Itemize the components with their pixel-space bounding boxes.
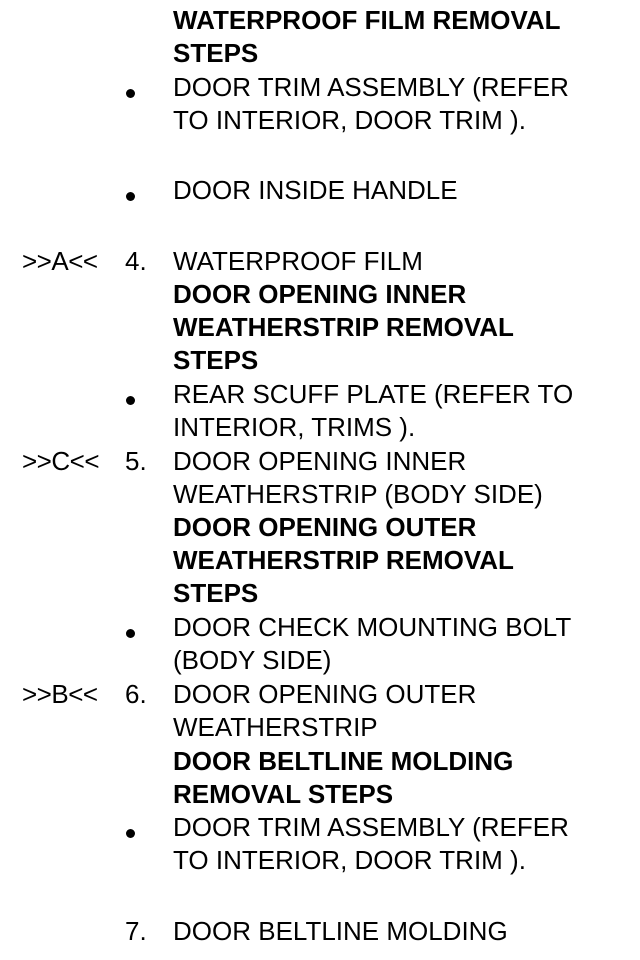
list-item-text: DOOR INSIDE HANDLE [173, 175, 458, 205]
step-text: DOOR OPENING OUTER [173, 679, 477, 709]
step-number: 4. [125, 246, 147, 276]
step-number: 7. [125, 916, 147, 946]
section-heading-outer-weatherstrip: DOOR OPENING OUTER [173, 512, 477, 542]
section-heading-outer-weatherstrip: STEPS [173, 578, 259, 608]
step-marker-b: >>B<< [22, 679, 98, 709]
step-text: DOOR BELTLINE MOLDING [173, 916, 508, 946]
list-item-text: TO INTERIOR, DOOR TRIM ). [173, 105, 526, 135]
list-item-text: INTERIOR, TRIMS ). [173, 412, 416, 442]
section-heading-inner-weatherstrip: WEATHERSTRIP REMOVAL [173, 312, 514, 342]
bullet-icon [126, 396, 135, 405]
bullet-icon [126, 829, 135, 838]
section-heading-beltline-molding: REMOVAL STEPS [173, 779, 394, 809]
list-item-text: (BODY SIDE) [173, 645, 332, 675]
section-heading-outer-weatherstrip: WEATHERSTRIP REMOVAL [173, 545, 514, 575]
list-item-text: DOOR CHECK MOUNTING BOLT [173, 612, 572, 642]
bullet-icon [126, 192, 135, 201]
section-heading-beltline-molding: DOOR BELTLINE MOLDING [173, 746, 514, 776]
step-marker-a: >>A<< [22, 246, 98, 276]
bullet-icon [126, 89, 135, 98]
section-heading-waterproof-film: WATERPROOF FILM REMOVAL [173, 5, 561, 35]
step-text: WATERPROOF FILM [173, 246, 423, 276]
step-text: WEATHERSTRIP [173, 712, 378, 742]
step-number: 5. [125, 446, 147, 476]
section-heading-inner-weatherstrip: DOOR OPENING INNER [173, 279, 467, 309]
list-item-text: DOOR TRIM ASSEMBLY (REFER [173, 72, 569, 102]
section-heading-inner-weatherstrip: STEPS [173, 345, 259, 375]
step-number: 6. [125, 679, 147, 709]
section-heading-waterproof-film: STEPS [173, 38, 259, 68]
list-item-text: DOOR TRIM ASSEMBLY (REFER [173, 812, 569, 842]
step-marker-c: >>C<< [22, 446, 100, 476]
step-text: WEATHERSTRIP (BODY SIDE) [173, 479, 543, 509]
bullet-icon [126, 629, 135, 638]
step-text: DOOR OPENING INNER [173, 446, 467, 476]
list-item-text: REAR SCUFF PLATE (REFER TO [173, 379, 574, 409]
list-item-text: TO INTERIOR, DOOR TRIM ). [173, 845, 526, 875]
